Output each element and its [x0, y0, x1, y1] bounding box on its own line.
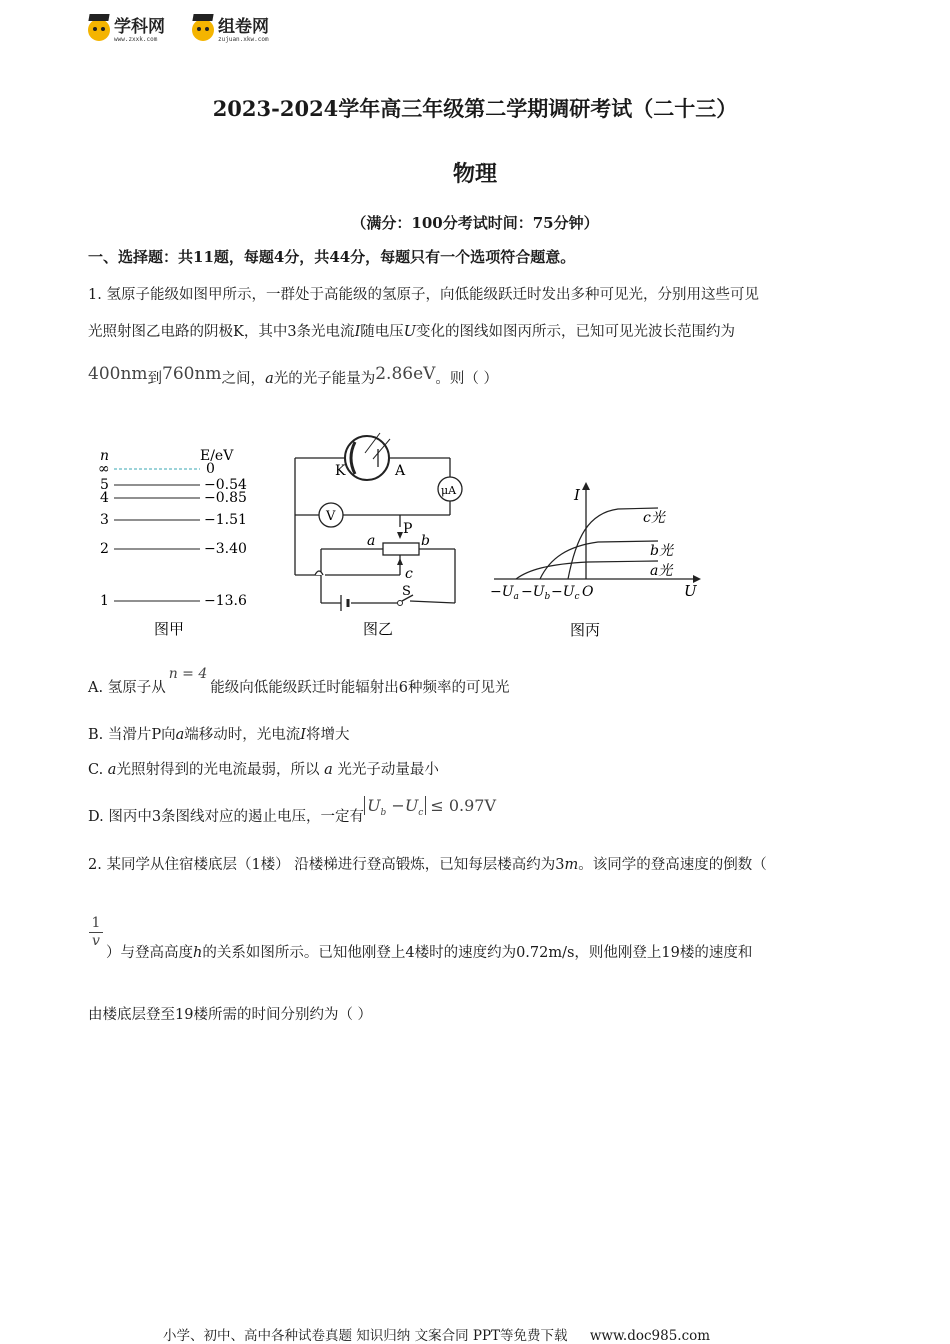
logo-zxxk[interactable]	[88, 17, 165, 43]
q2-line2-b: 的关系如图所示。已知他刚登上4楼时的速度约为0.72m/s，则他刚登上19楼的速度和	[202, 945, 753, 961]
figure-bing-caption: 图丙	[570, 621, 601, 639]
slider-p-label: P	[403, 521, 413, 537]
figure-jia-energy-levels	[90, 440, 260, 645]
q1-option-d[interactable]	[88, 796, 497, 833]
level-n-3: 3	[100, 512, 109, 528]
level-e-1: −13.6	[204, 593, 247, 609]
rheostat-icon	[383, 543, 419, 555]
y-axis-label: I	[574, 486, 580, 504]
q1-line2	[88, 322, 735, 342]
q1-line1: 1. 氢原子能级如图甲所示，一群处于高能级的氢原子，向低能级跃迁时发出多种可见光，分别用这些可见	[88, 287, 759, 303]
level-e-4: −0.85	[204, 490, 247, 506]
tick-ua: $-U_a$	[490, 584, 519, 602]
curve-b	[540, 541, 658, 579]
origin-label: O	[582, 584, 594, 600]
figure-yi-caption: 图乙	[363, 620, 394, 638]
subject-title: 物理	[452, 161, 497, 187]
level-n-2: 2	[100, 541, 109, 557]
option-b-pre: B. 当滑片P向	[88, 727, 176, 743]
q1-to: 到	[147, 371, 163, 387]
curve-a-label: a光	[650, 563, 673, 579]
level-n-1: 1	[100, 593, 109, 609]
q1-line2-a: 光照射图乙电路的阴极K，其中3条光电流	[88, 324, 355, 340]
curve-a	[516, 561, 658, 579]
option-a-pre: A. 氢原子从	[88, 680, 166, 696]
option-c-a2: a	[324, 762, 333, 778]
switch-label: S	[402, 584, 411, 599]
n-axis-label: n	[100, 448, 110, 464]
q1-400nm: 400nm	[88, 364, 148, 384]
fraction-numerator: 1	[89, 915, 103, 933]
logo-zujuan[interactable]	[192, 17, 269, 43]
slider-c-label: c	[405, 566, 413, 582]
level-n-4: 4	[100, 490, 109, 506]
q1-between: 之间，	[221, 371, 266, 387]
rheostat-a-label: a	[367, 533, 376, 549]
q1-2-86ev: 2.86eV	[375, 364, 436, 384]
q2-unit-m: m	[564, 857, 579, 873]
exam-info: （满分：100分考试时间：75分钟）	[351, 214, 599, 232]
curve-b-label: b光	[650, 543, 673, 559]
option-d-rest: ≤ 0.97V	[430, 796, 497, 815]
q1-then: 。则（ ）	[435, 371, 499, 387]
q1-option-a[interactable]	[88, 666, 510, 698]
q2-line2-a: ）与登高高度	[106, 945, 193, 961]
level-n-inf: ∞	[98, 461, 110, 477]
option-b-a: a	[175, 727, 185, 743]
q1-line2-c: 随电压	[360, 324, 404, 340]
anode-label: A	[395, 463, 406, 479]
footer	[163, 1324, 710, 1344]
q2-fraction	[89, 915, 103, 950]
q2-var-h: h	[193, 945, 203, 961]
q1-option-b[interactable]	[88, 725, 350, 745]
logo-zxxk-name: 学科网	[114, 17, 165, 37]
footer-text: 小学、初中、高中各种试卷真题 知识归纳 文案合同 PPT等免费下载	[163, 1328, 568, 1344]
logo-zujuan-name: 组卷网	[218, 17, 269, 37]
level-e-5: −0.54	[204, 477, 247, 493]
option-c-pre: C.	[88, 762, 104, 778]
rheostat-b-label: b	[421, 533, 430, 549]
x-axis-label: U	[684, 582, 697, 600]
option-d-sub-b: b	[380, 808, 387, 819]
q1-photon-energy-text: 光的光子能量为	[273, 371, 376, 387]
option-d-u1: U	[367, 796, 381, 815]
footer-url[interactable]: www.doc985.com	[589, 1328, 711, 1344]
option-c-a1: a	[107, 762, 117, 778]
option-d-sub-c: c	[418, 808, 424, 819]
q1-option-c[interactable]	[88, 760, 439, 780]
exam-title: 2023-2024学年高三年级第二学期调研考试（二十三）	[212, 96, 738, 121]
q1-var-U: U	[403, 324, 417, 340]
option-b-mid: 端移动时，光电流	[184, 727, 301, 743]
mascot-icon	[88, 19, 110, 41]
microammeter-label: μA	[441, 484, 457, 497]
option-d-pre: D. 图丙中3条图线对应的遏止电压，一定有	[88, 809, 365, 825]
q2-line1	[88, 855, 767, 875]
level-e-3: −1.51	[204, 512, 247, 528]
option-d-u2: U	[404, 796, 419, 815]
section-heading: 一、选择题：共11题，每题4分，共44分，每题只有一个选项符合题意。	[88, 248, 576, 266]
q1-line2-e: 变化的图线如图丙所示，已知可见光波长范围约为	[416, 324, 736, 340]
option-c-mid: 光照射得到的光电流最弱，所以	[116, 762, 320, 778]
q2-line3: 由楼底层登至19楼所需的时间分别约为（ ）	[88, 1007, 373, 1023]
option-c-post: 光光子动量最小	[337, 762, 439, 778]
q1-var-I: I	[354, 324, 361, 340]
q1-line3	[88, 364, 499, 389]
option-a-post: 能级向低能级跃迁时能辐射出6种频率的可见光	[210, 680, 510, 696]
logo-zxxk-url: www.zxxk.com	[114, 36, 158, 43]
figure-yi-circuit	[285, 425, 475, 645]
figure-bing-iu-graph	[488, 478, 708, 645]
q2-line2	[106, 943, 752, 963]
option-b-post: 将增大	[306, 727, 350, 743]
cathode-label: K	[335, 463, 346, 479]
option-b-I: I	[300, 727, 307, 743]
tick-ub: $-U_b$	[521, 584, 551, 602]
figure-jia-caption: 图甲	[154, 620, 185, 638]
curve-c-label: c光	[643, 510, 665, 526]
level-e-inf: 0	[206, 461, 215, 477]
e-axis-label: E/eV	[200, 448, 234, 464]
q1-760nm: 760nm	[162, 364, 222, 384]
q2-line1-b: 。该同学的登高速度的倒数（	[578, 857, 767, 873]
tick-uc: $-U_c$	[551, 584, 580, 602]
voltmeter-label: V	[326, 509, 336, 524]
q2-line1-a: 2. 某同学从住宿楼底层（1楼） 沿楼梯进行登高锻炼，已知每层楼高约为3	[88, 857, 565, 873]
option-d-minus: −	[391, 796, 405, 815]
q1-var-a: a	[265, 371, 274, 387]
logo-zujuan-url: zujuan.xkw.com	[218, 36, 269, 43]
level-n-5: 5	[100, 477, 109, 493]
mascot-icon	[192, 19, 214, 41]
option-d-abs	[364, 796, 426, 819]
level-e-2: −3.40	[204, 541, 247, 557]
fraction-denominator: v	[92, 933, 100, 949]
option-a-math: n = 4	[168, 666, 208, 682]
